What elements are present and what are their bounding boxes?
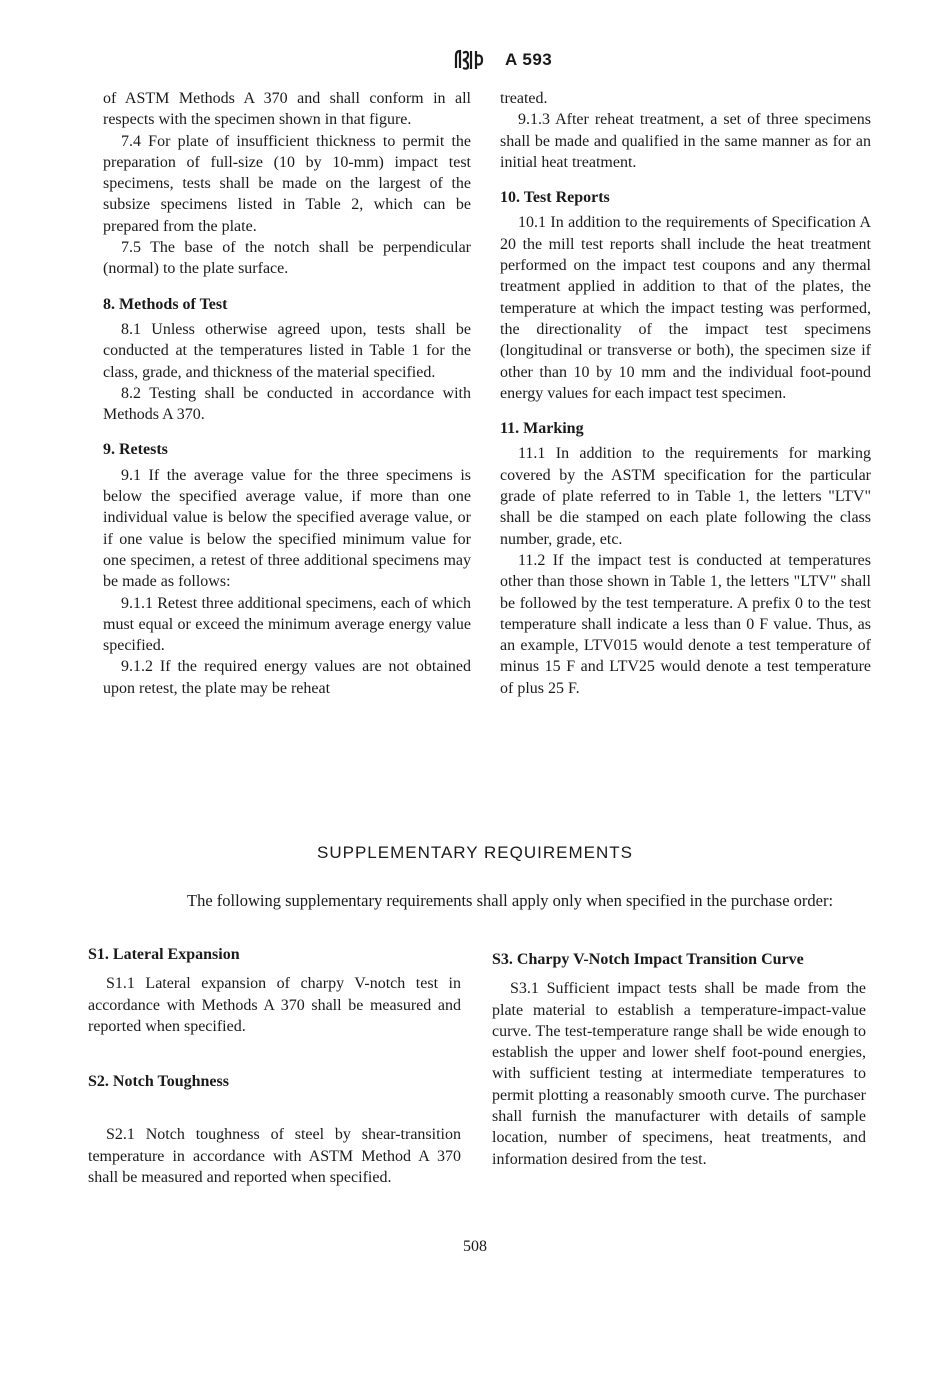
supplementary-left-column (88, 944, 461, 1188)
page-header (0, 48, 950, 74)
paragraph: 11.1 In addition to the requirements for marking covered by the ASTM specification for the particular grade of plate referred to in Table 1, the letters "LTV" shall be die stamped on each plate following the class number, grade, etc. (500, 445, 871, 548)
paragraph: 9.1 If the average value for the three specimens is below the specified average value, if more than one individual value is below the specified average value, or if one value is below the specified minimum value for one specimen, a retest of three additional specimens may be made as follows: (103, 466, 471, 591)
section-heading: 9. Retests (103, 441, 168, 459)
supplementary-title: SUPPLEMENTARY REQUIREMENTS (316, 843, 633, 862)
s3-text: S3.1 Sufficient impact tests shall be made from the plate material to establish a temperature-impact-value curve. The test-temperature range shall be wide enough to establish the upper and lower shelf foot-pound energies, with sufficient testing at intermediate temperatures to permit plotting a reasonably smooth curve. The purchaser shall furnish the manufacturer with details of sample location, number of specimens, heat treatments, and information desired from the test. (492, 980, 866, 1168)
supplementary-right-column (492, 949, 866, 1170)
paragraph: treated. (500, 90, 548, 107)
s2-text: S2.1 Notch toughness of steel by shear-transition temperature in accordance with ASTM Method A 370 shall be measured and reported when specified. (88, 1126, 461, 1187)
paragraph: 10.1 In addition to the requirements of Specification A 20 the mill test reports shall include the heat treatment performed on the impact test coupons and any thermal treatment applied in addition to that of the plates, the temperature at which the impact testing was performed, the directionality of the impact test specimens (longitudinal or transverse or both), the specimen size if other than 10 by 10 mm and the individual foot-pound energy values for each impact test specimen. (500, 214, 871, 402)
supplementary-intro: The following supplementary requirements shall apply only when specified in the purchase order: (187, 891, 834, 910)
paragraph: 7.5 The base of the notch shall be perpendicular (normal) to the plate surface. (103, 239, 471, 278)
page-number: 508 (463, 1238, 487, 1255)
section-heading: 11. Marking (500, 420, 584, 438)
paragraph: 7.4 For plate of insufficient thickness to permit the preparation of full-size (10 by 10-mm) impact test specimens, tests shall be made on the largest of the subsize specimens listed in Table 2, which can be prepared from the plate. (103, 132, 471, 235)
s1-text: S1.1 Lateral expansion of charpy V-notch test in accordance with Methods A 370 shall be measured and reported when specified. (88, 975, 461, 1035)
s3-heading: S3. Charpy V-Notch Impact Transition Curve (492, 951, 804, 968)
s2-heading: S2. Notch Toughness (88, 1073, 229, 1091)
astm-logo-icon (452, 48, 486, 72)
paragraph: of ASTM Methods A 370 and shall conform in all respects with the specimen shown in that figure. (103, 90, 471, 129)
section-heading: 8. Methods of Test (103, 295, 228, 313)
paragraph: 9.1.2 If the required energy values are not obtained upon retest, the plate may be reheat (103, 658, 471, 697)
paragraph: 8.2 Testing shall be conducted in accordance with Methods A 370. (103, 384, 471, 424)
paragraph: 9.1.1 Retest three additional specimens, each of which must equal or exceed the minimum average energy value specified. (103, 594, 471, 655)
s1-heading: S1. Lateral Expansion (88, 946, 240, 963)
paragraph: 8.1 Unless otherwise agreed upon, tests shall be conducted at the temperatures listed in Table 1 for the class, grade, and thickness of the material specified. (103, 320, 471, 381)
left-column (103, 88, 471, 699)
section-heading: 10. Test Reports (500, 189, 610, 207)
paragraph: 9.1.3 After reheat treatment, a set of three specimens shall be made and qualified in the same manner as for an initial heat treatment. (500, 111, 871, 171)
right-column (500, 88, 871, 699)
standard-designation: A 593 (505, 50, 553, 69)
paragraph: 11.2 If the impact test is conducted at temperatures other than those shown in Table 1, the letters "LTV" shall be followed by the test temperature. A prefix 0 to the test temperature shall indicate a less than 0 F value. Thus, as an example, LTV015 would denote a test temperature of minus 15 F and LTV25 would denote a test temperature of plus 25 F. (500, 551, 871, 697)
